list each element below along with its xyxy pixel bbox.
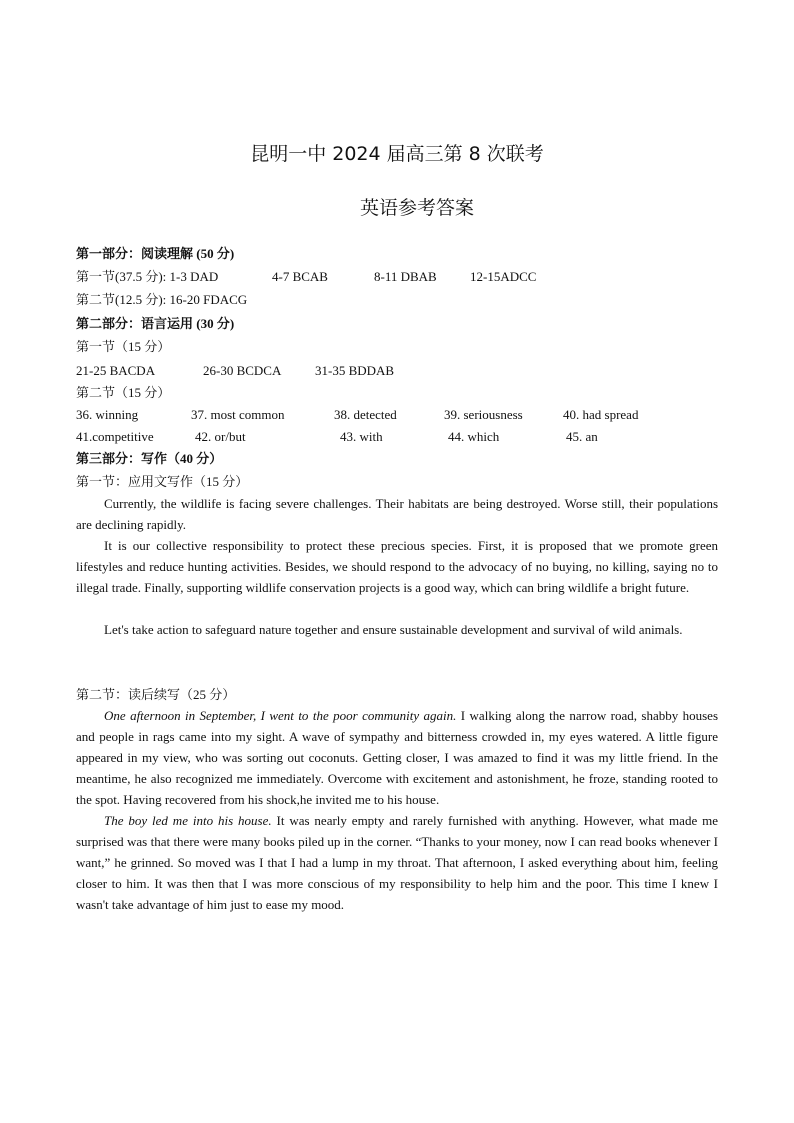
continuation-paragraph-1-opening: One afternoon in September, I went to the poor community again. xyxy=(104,708,457,723)
essay-paragraph-2: It is our collective responsibility to protect these precious species. First, it is proposed that we promote green lifestyles and reduce hunting activities. Besides, we should respond to the advocacy of no buying, no killing, saying no to illegal trade. Finally, supporting wildlife conservation projects is a good way, which can bring wildlife a bright future. xyxy=(76,538,718,595)
essay-paragraph-3: Let's take action to safeguard nature together and ensure sustainable development and survival of wild animals. xyxy=(104,622,683,637)
answer-37: 37. most common xyxy=(191,407,285,422)
answer-45: 45. an xyxy=(566,429,598,444)
part1-sec2-answers: 第二节(12.5 分): 16-20 FDACG xyxy=(76,292,248,307)
part2-sec1-answers-2: 26-30 BCDCA xyxy=(203,363,282,378)
part2-sec2-label: 第二节（15 分） xyxy=(76,385,171,400)
part2-sec1-answers-3: 31-35 BDDAB xyxy=(315,363,395,378)
answer-43: 43. with xyxy=(340,429,383,444)
answer-36: 36. winning xyxy=(76,407,139,422)
part2-sec1-answers-1: 21-25 BACDA xyxy=(76,363,156,378)
part2-heading: 第二部分：语言运用 (30 分) xyxy=(76,316,235,331)
part1-heading: 第一部分：阅读理解 (50 分) xyxy=(76,246,235,261)
continuation-paragraph-2 xyxy=(76,810,718,915)
answer-41: 41.competitive xyxy=(76,429,154,444)
part3-sec1-label: 第一节：应用文写作（15 分） xyxy=(76,474,249,489)
part3-sec2-label: 第二节：读后续写（25 分） xyxy=(76,687,236,702)
part1-sec1-answers-3: 8-11 DBAB xyxy=(374,269,437,284)
answer-40: 40. had spread xyxy=(563,407,639,422)
page-subtitle: 英语参考答案 xyxy=(359,197,474,219)
page-title: 昆明一中 2024 届高三第 8 次联考 xyxy=(250,143,544,165)
answer-42: 42. or/but xyxy=(195,429,246,444)
part1-sec1-answers-2: 4-7 BCAB xyxy=(272,269,328,284)
answer-39: 39. seriousness xyxy=(444,407,523,422)
continuation-paragraph-1-body: I walking along the narrow road, shabby houses and people in rags came into my sight. A wave of sympathy and bitterness crowded in, my eyes watered. A little figure appeared in my view, who was sorting out coconuts. Getting closer, I was amazed to find it was my little friend. In the meantime, he also recognized me immediately. Overcome with excitement and astonishment, he froze, standing rooted to the spot. Having recovered from his shock,he invited me to his house. xyxy=(76,708,719,807)
continuation-paragraph-2-body: It was nearly empty and rarely furnished with anything. However, what made me surprised was that there were many books piled up in the corner. “Thanks to your money, now I can read books whenever I want,” he grinned. So moved was I that I had a lump in my throat. That afternoon, I asked everything about him, feeling closer to him. It was then that I was more conscious of my responsibility to help him and the poor. This time I knew I wasn't take advantage of him just to ease my mood. xyxy=(76,813,718,912)
part1-sec1-answers-4: 12-15ADCC xyxy=(470,269,537,284)
answer-44: 44. which xyxy=(448,429,500,444)
essay-paragraph-1: Currently, the wildlife is facing severe challenges. Their habitats are being destroyed. Worse still, their populations are declining rapidly. xyxy=(76,496,718,532)
part2-sec1-label: 第一节（15 分） xyxy=(76,339,171,354)
continuation-paragraph-1 xyxy=(76,705,718,810)
continuation-paragraph-2-opening: The boy led me into his house. xyxy=(104,813,272,828)
answer-38: 38. detected xyxy=(334,407,397,422)
part1-sec1-answers-1: 第一节(37.5 分): 1-3 DAD xyxy=(76,269,219,284)
part3-heading: 第三部分：写作（40 分） xyxy=(76,451,223,466)
